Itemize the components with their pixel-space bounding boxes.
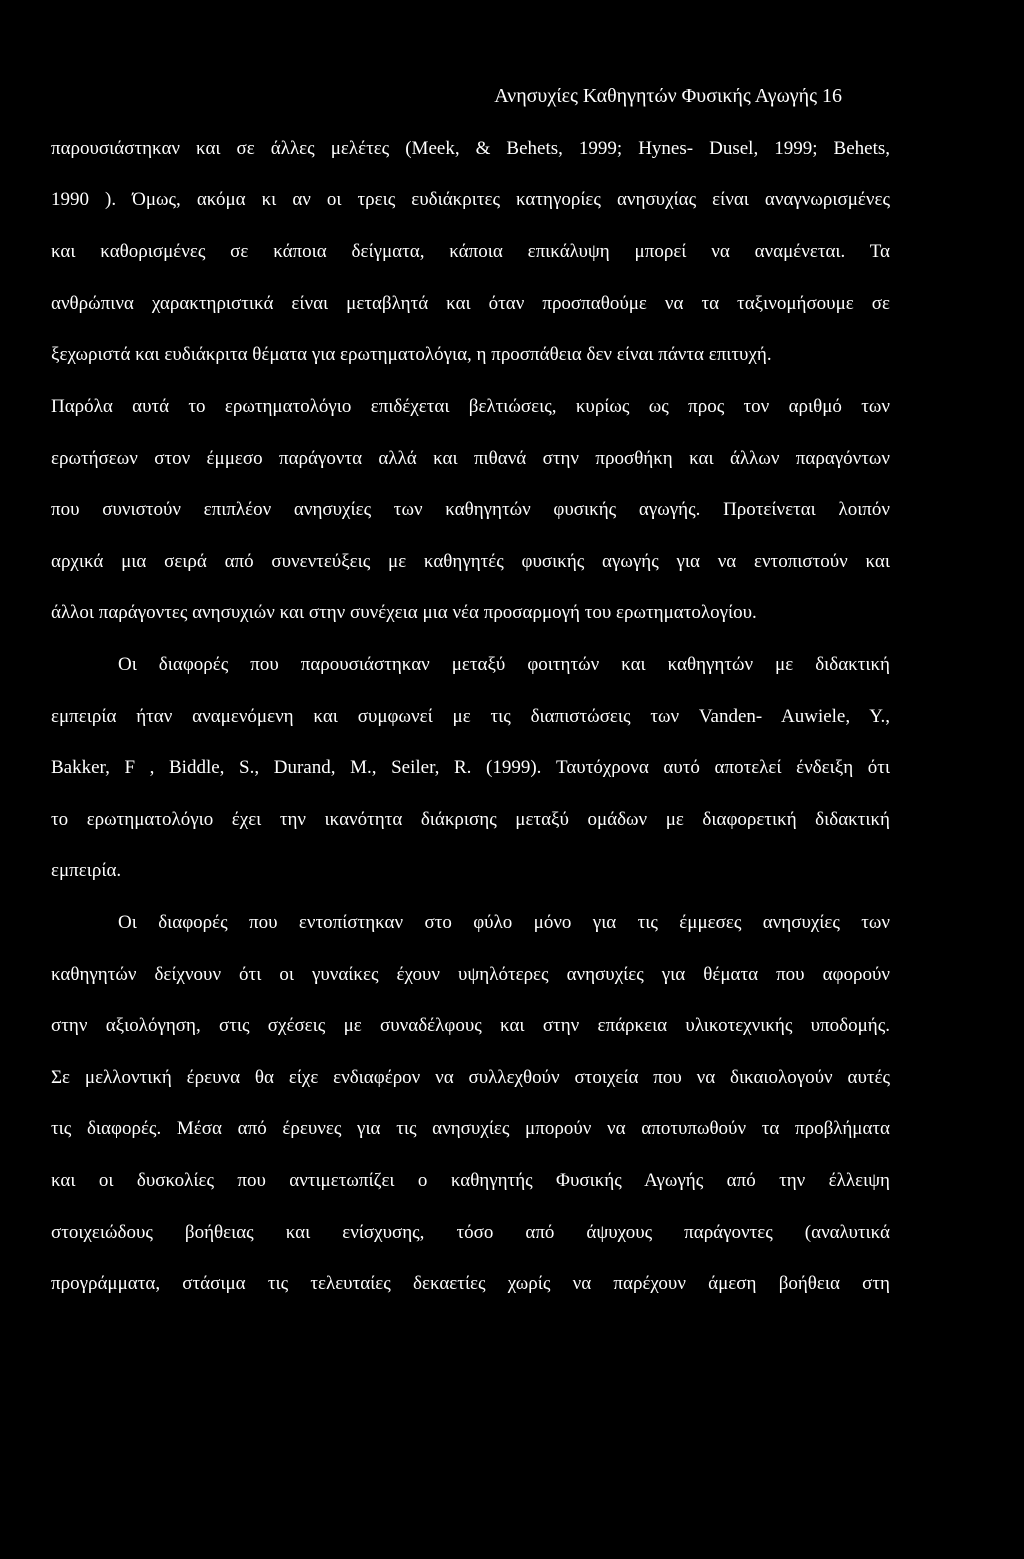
text-line: παρουσιάστηκαν και σε άλλες μελέτες (Meek, & Behets, 1999; Hynes- Dusel, 1999; Behets,: [51, 138, 890, 159]
text-line: εμπειρία ήταν αναμενόμενη και συμφωνεί με τις διαπιστώσεις των Vanden- Auwiele, Y.,: [51, 706, 890, 727]
text-line: αρχικά μια σειρά από συνεντεύξεις με καθηγητές φυσικής αγωγής για να εντοπιστούν και: [51, 551, 890, 572]
text-line: που συνιστούν επιπλέον ανησυχίες των καθηγητών φυσικής αγωγής. Προτείνεται λοιπόν: [51, 499, 890, 520]
text-line: προγράμματα, στάσιμα τις τελευταίες δεκαετίες χωρίς να παρέχουν άμεση βοήθεια στη: [51, 1273, 890, 1294]
text-line: εμπειρία.: [51, 860, 122, 881]
text-line: 1990 ). Όμως, ακόμα κι αν οι τρεις ευδιάκριτες κατηγορίες ανησυχίας είναι αναγνωρισμένες: [51, 189, 890, 210]
running-header: Ανησυχίες Καθηγητών Φυσικής Αγωγής 16: [494, 85, 842, 107]
text-line: άλλοι παράγοντες ανησυχιών και στην συνέχεια μια νέα προσαρμογή του ερωτηματολογίου.: [51, 602, 757, 623]
text-line: ξεχωριστά και ευδιάκριτα θέματα για ερωτηματολόγια, η προσπάθεια δεν είναι πάντα επιτυχή.: [51, 344, 772, 365]
text-line: τις διαφορές. Μέσα από έρευνες για τις ανησυχίες μπορούν να αποτυπωθούν τα προβλήματα: [51, 1118, 890, 1139]
text-line: το ερωτηματολόγιο έχει την ικανότητα διάκρισης μεταξύ ομάδων με διαφορετική διδακτική: [51, 809, 890, 830]
text-line: και οι δυσκολίες που αντιμετωπίζει ο καθηγητής Φυσικής Αγωγής από την έλλειψη: [51, 1170, 890, 1191]
text-line: ερωτήσεων στον έμμεσο παράγοντα αλλά και πιθανά στην προσθήκη και άλλων παραγόντων: [51, 448, 890, 469]
text-line: Παρόλα αυτά το ερωτηματολόγιο επιδέχεται βελτιώσεις, κυρίως ως προς τον αριθμό των: [51, 396, 890, 417]
text-line: καθηγητών δείχνουν ότι οι γυναίκες έχουν υψηλότερες ανησυχίες για θέματα που αφορούν: [51, 964, 890, 985]
text-line: και καθορισμένες σε κάποια δείγματα, κάποια επικάλυψη μπορεί να αναμένεται. Τα: [51, 241, 890, 262]
text-line: στην αξιολόγηση, στις σχέσεις με συναδέλφους και στην επάρκεια υλικοτεχνικής υποδομής.: [51, 1015, 890, 1036]
text-line: ανθρώπινα χαρακτηριστικά είναι μεταβλητά και όταν προσπαθούμε να τα ταξινομήσουμε σε: [51, 293, 890, 314]
text-line: στοιχειώδους βοήθειας και ενίσχυσης, τόσο από άψυχους παράγοντες (αναλυτικά: [51, 1222, 890, 1243]
text-line: Οι διαφορές που εντοπίστηκαν στο φύλο μόνο για τις έμμεσες ανησυχίες των: [118, 912, 890, 933]
text-line: Bakker, F , Biddle, S., Durand, M., Seiler, R. (1999). Ταυτόχρονα αυτό αποτελεί ένδειξη ότι: [51, 757, 890, 778]
text-line: Σε μελλοντική έρευνα θα είχε ενδιαφέρον να συλλεχθούν στοιχεία που να δικαιολογούν αυτές: [51, 1067, 890, 1088]
text-line: Οι διαφορές που παρουσιάστηκαν μεταξύ φοιτητών και καθηγητών με διδακτική: [118, 654, 890, 675]
